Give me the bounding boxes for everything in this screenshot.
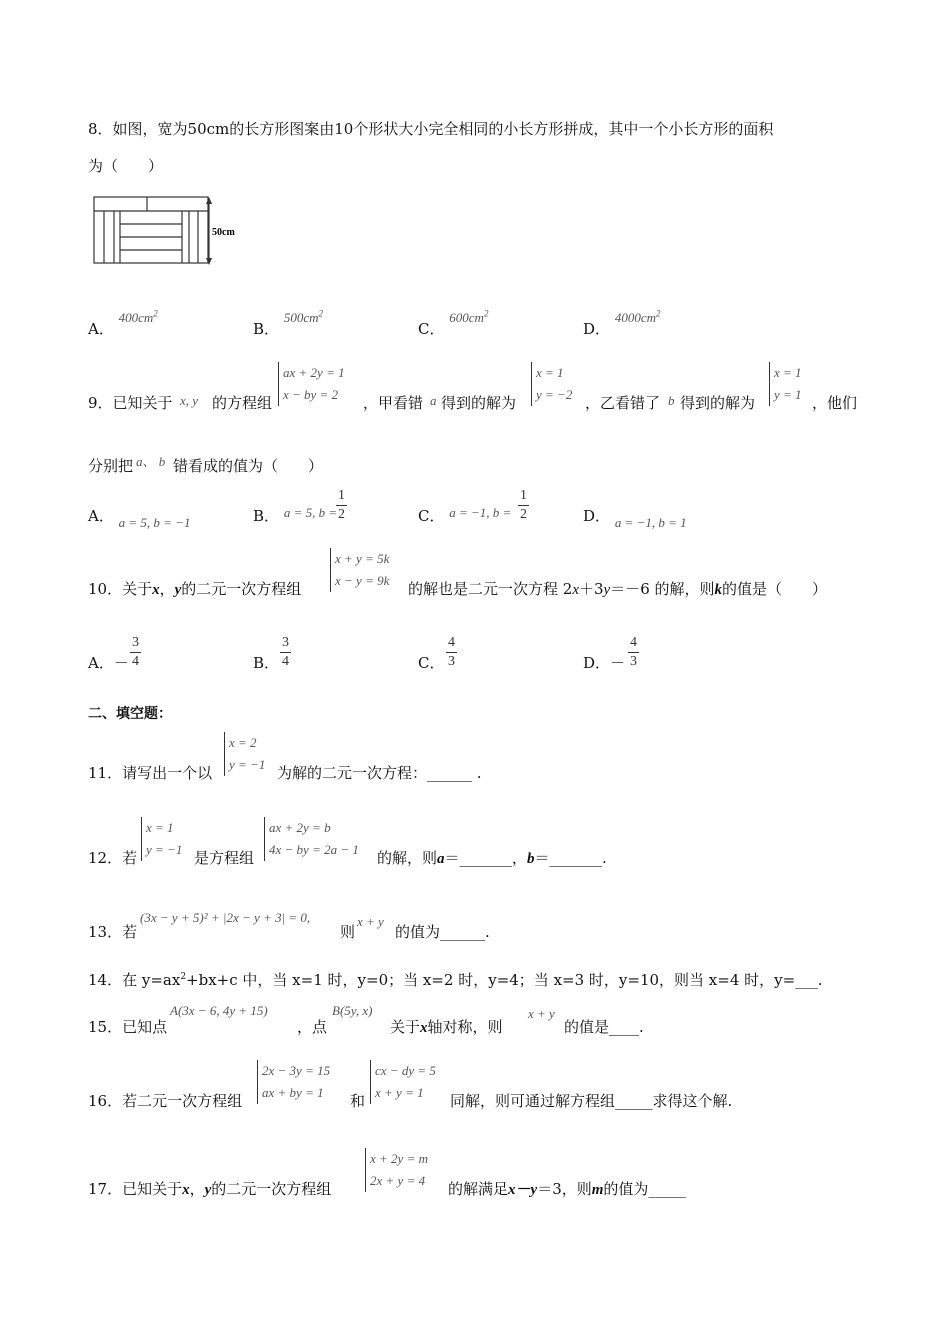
q16-system1 <box>257 1060 330 1104</box>
equation: x + y = 5k <box>335 551 390 566</box>
q9-system3 <box>769 362 802 406</box>
q15-point-a: A(3x − 6, 4y + 15) <box>170 1003 268 1018</box>
equation: x + y = 1 <box>375 1085 424 1100</box>
q8-option-d[interactable] <box>583 308 661 339</box>
option-sup: 2 <box>655 308 661 319</box>
q8-option-c[interactable] <box>418 308 489 339</box>
q17-system <box>365 1148 428 1192</box>
equation: y = −1 <box>229 757 266 772</box>
option-label: A． <box>88 507 114 525</box>
equation: ax + 2y = 1 <box>283 365 345 380</box>
fraction-numerator: 3 <box>280 634 291 653</box>
q17-m: m <box>591 1182 604 1198</box>
q14-superscript: 2 <box>180 972 187 982</box>
q17-head <box>88 1178 331 1199</box>
q10-option-b-fraction <box>280 634 291 671</box>
q10-y: y <box>174 582 182 598</box>
option-sign: － <box>610 654 626 672</box>
equation: 4x − by = 2a − 1 <box>269 842 359 857</box>
q12-mid1: 是方程组 <box>194 849 255 867</box>
q10-mid2: 的解也是二元一次方程 2 <box>408 580 573 598</box>
q8-line2: 为（ ） <box>88 157 164 175</box>
option-label: C． <box>418 320 445 338</box>
q17-y: y <box>204 1182 212 1198</box>
option-label: A． <box>88 320 114 338</box>
q15-mid2: 关于 <box>390 1018 421 1036</box>
equation: x = 1 <box>536 365 564 380</box>
q10-x: x <box>152 582 160 598</box>
q10-option-c-fraction <box>446 634 457 671</box>
q10-mid1: 的二元一次方程组 <box>181 580 302 598</box>
q11-suffix: 为解的二元一次方程：______ . <box>277 764 482 782</box>
q9-option-b-fraction <box>336 487 347 524</box>
equation: x + 2y = m <box>370 1151 428 1166</box>
equation: x = 1 <box>774 365 802 380</box>
q10-line <box>88 578 301 599</box>
q12-system2 <box>264 817 359 861</box>
q17-suffix[interactable]: 的值为_____ <box>603 1180 686 1198</box>
option-sign: － <box>113 654 129 672</box>
q10-option-d-fraction <box>628 634 639 671</box>
q10-mid3: ＋3 <box>579 580 604 598</box>
option-label: B． <box>253 320 280 338</box>
option-sup: 2 <box>318 308 323 319</box>
option-value: 400cm <box>118 310 154 325</box>
q14-text-a: 14．在 y=ax <box>88 971 181 989</box>
option-value: a = −1, b = 1 <box>614 515 687 530</box>
q9-line2-suffix: 错看成的值为（ ） <box>173 457 324 475</box>
q10-k: k <box>714 582 723 598</box>
q10-comma: ， <box>159 580 175 598</box>
fraction-numerator: 4 <box>628 634 639 653</box>
equation: ax + 2y = b <box>269 820 331 835</box>
option-value: 600cm <box>449 310 484 325</box>
q15-mid1: ，点 <box>297 1018 328 1036</box>
q9-line2-vars: a、 b <box>136 454 166 469</box>
q10-suffix: 的值是（ ） <box>722 580 828 598</box>
q13-mid: 则 <box>340 923 356 941</box>
q17-expression: x－y <box>508 1182 538 1198</box>
q12-tail <box>377 847 607 868</box>
q9-system2 <box>531 362 572 406</box>
option-label: A． <box>88 654 114 672</box>
q13-suffix[interactable]: 的值为______. <box>395 923 490 941</box>
q17-mid2: 的解满足 <box>448 1180 509 1198</box>
option-label: D． <box>583 507 611 525</box>
q9-option-c-fraction <box>518 487 529 524</box>
q8-option-b[interactable] <box>253 308 323 339</box>
fraction-numerator: 4 <box>446 634 457 653</box>
option-value: a = 5, b = −1 <box>118 515 191 530</box>
fraction-denominator: 3 <box>448 654 455 669</box>
q9-system1 <box>278 362 345 406</box>
q9-b: b <box>668 393 675 408</box>
q15-point-b: B(5y, x) <box>332 1003 373 1018</box>
q9-vars: x, y <box>180 393 199 408</box>
q12-system1 <box>141 817 182 861</box>
q9-option-a[interactable] <box>88 505 191 530</box>
q13-expression2: x + y <box>357 914 384 929</box>
q10-option-c[interactable] <box>418 652 444 673</box>
q10-line-tail <box>408 578 827 599</box>
q16-system2 <box>370 1060 436 1104</box>
equation: x − by = 2 <box>283 387 339 402</box>
q9-option-d[interactable] <box>583 505 687 530</box>
option-label: B． <box>253 507 280 525</box>
q16-mid: 和 <box>350 1092 366 1110</box>
q13-expression: (3x − y + 5)² + |2x − y + 3| = 0, <box>140 910 311 925</box>
q10-mid4: ＝－6 的解，则 <box>610 580 715 598</box>
equation: ax + by = 1 <box>262 1085 324 1100</box>
fraction-numerator: 3 <box>130 634 141 653</box>
q15-mid3: 轴对称，则 <box>427 1018 503 1036</box>
q9-line2-prefix: 分别把 <box>88 457 134 475</box>
q12-a: a <box>437 851 445 867</box>
fraction-denominator: 2 <box>338 507 345 522</box>
q10-option-b[interactable] <box>253 652 279 673</box>
q13-prefix: 13．若 <box>88 923 138 941</box>
q8-line1: 8．如图，宽为50cm的长方形图案由10个形状大小完全相同的小长方形拼成，其中一个小长方形的面积 <box>88 120 774 138</box>
q16-prefix: 16．若二元一次方程组 <box>88 1092 243 1110</box>
q17-mid3: ＝3，则 <box>537 1180 592 1198</box>
q10-option-d[interactable] <box>583 652 625 673</box>
q16-suffix[interactable]: 同解，则可通过解方程组_____求得这个解. <box>450 1092 733 1110</box>
equation: x = 1 <box>146 820 174 835</box>
equation: cx − dy = 5 <box>375 1063 436 1078</box>
q15-x: x <box>420 1020 428 1036</box>
q12-prefix: 12．若 <box>88 849 138 867</box>
section-title: 二、填空题： <box>88 706 172 722</box>
option-sup: 2 <box>153 308 158 319</box>
q12-mid3[interactable]: ＝_______， <box>444 849 528 867</box>
equation: x − y = 9k <box>335 573 390 588</box>
q15-tail <box>390 1016 503 1037</box>
q10-x2: x <box>572 582 579 598</box>
q11-system <box>224 732 265 776</box>
q9-mid1: 的方程组 <box>212 394 273 412</box>
option-value: 500cm <box>283 310 319 325</box>
q17-mid1: 的二元一次方程组 <box>211 1180 332 1198</box>
q9-mid4: ，乙看错了 <box>585 394 661 412</box>
q14-text <box>88 969 822 990</box>
q17-x: x <box>182 1182 190 1198</box>
q9-suffix: ，他们 <box>812 394 858 412</box>
q10-y2: y <box>603 582 611 598</box>
q9-option-c[interactable] <box>418 505 511 526</box>
fraction-denominator: 4 <box>282 654 289 669</box>
q9-a: a <box>430 393 437 408</box>
equation: y = −2 <box>536 387 573 402</box>
q17-tail <box>448 1178 686 1199</box>
q9-option-b[interactable] <box>253 505 337 526</box>
q9-mid5: 得到的解为 <box>680 394 756 412</box>
q9-mid2: ，甲看错 <box>363 394 424 412</box>
option-value: 4000cm <box>614 310 656 325</box>
equation: x = 2 <box>229 735 257 750</box>
q14-text-b: +bx+c 中，当 x=1 时，y=0；当 x=2 时，y=4；当 x=3 时，y=10，则当 x=4 时，y=___. <box>186 971 823 989</box>
equation: y = 1 <box>774 387 802 402</box>
q9-prefix: 9．已知关于 <box>88 394 173 412</box>
option-label: C． <box>418 507 445 525</box>
q10-system <box>330 548 389 592</box>
q15-expression: x + y <box>528 1006 555 1021</box>
q8-figure <box>92 195 252 267</box>
option-value: a = −1, b = <box>449 505 512 520</box>
q15-suffix[interactable]: 的值是____. <box>564 1018 644 1036</box>
fraction-denominator: 2 <box>520 507 527 522</box>
q10-prefix: 10．关于 <box>88 580 153 598</box>
q12-b: b <box>527 851 535 867</box>
q11-prefix: 11．请写出一个以 <box>88 764 213 782</box>
q17-prefix: 17．已知关于 <box>88 1180 183 1198</box>
q12-mid2: 的解，则 <box>377 849 438 867</box>
option-value: a = 5, b = <box>283 505 338 520</box>
equation: 2x − 3y = 15 <box>262 1063 331 1078</box>
option-label: B． <box>253 654 280 672</box>
fraction-denominator: 4 <box>132 654 139 669</box>
q17-comma: ， <box>189 1180 205 1198</box>
fraction-numerator: 1 <box>336 487 347 506</box>
q8-option-a[interactable] <box>88 308 158 339</box>
q8-figure-label: 50cm <box>212 227 235 238</box>
fraction-numerator: 1 <box>518 487 529 506</box>
q9-mid3: 得到的解为 <box>441 394 517 412</box>
q15-prefix: 15．已知点 <box>88 1018 168 1036</box>
option-label: C． <box>418 654 445 672</box>
q10-option-a[interactable] <box>88 652 129 673</box>
fraction-denominator: 3 <box>630 654 637 669</box>
q12-suffix[interactable]: ＝_______. <box>534 849 607 867</box>
equation: 2x + y = 4 <box>370 1173 426 1188</box>
option-label: D． <box>583 654 611 672</box>
q10-option-a-fraction <box>130 634 141 671</box>
option-sup: 2 <box>483 308 489 319</box>
equation: y = −1 <box>146 842 183 857</box>
option-label: D． <box>583 320 611 338</box>
